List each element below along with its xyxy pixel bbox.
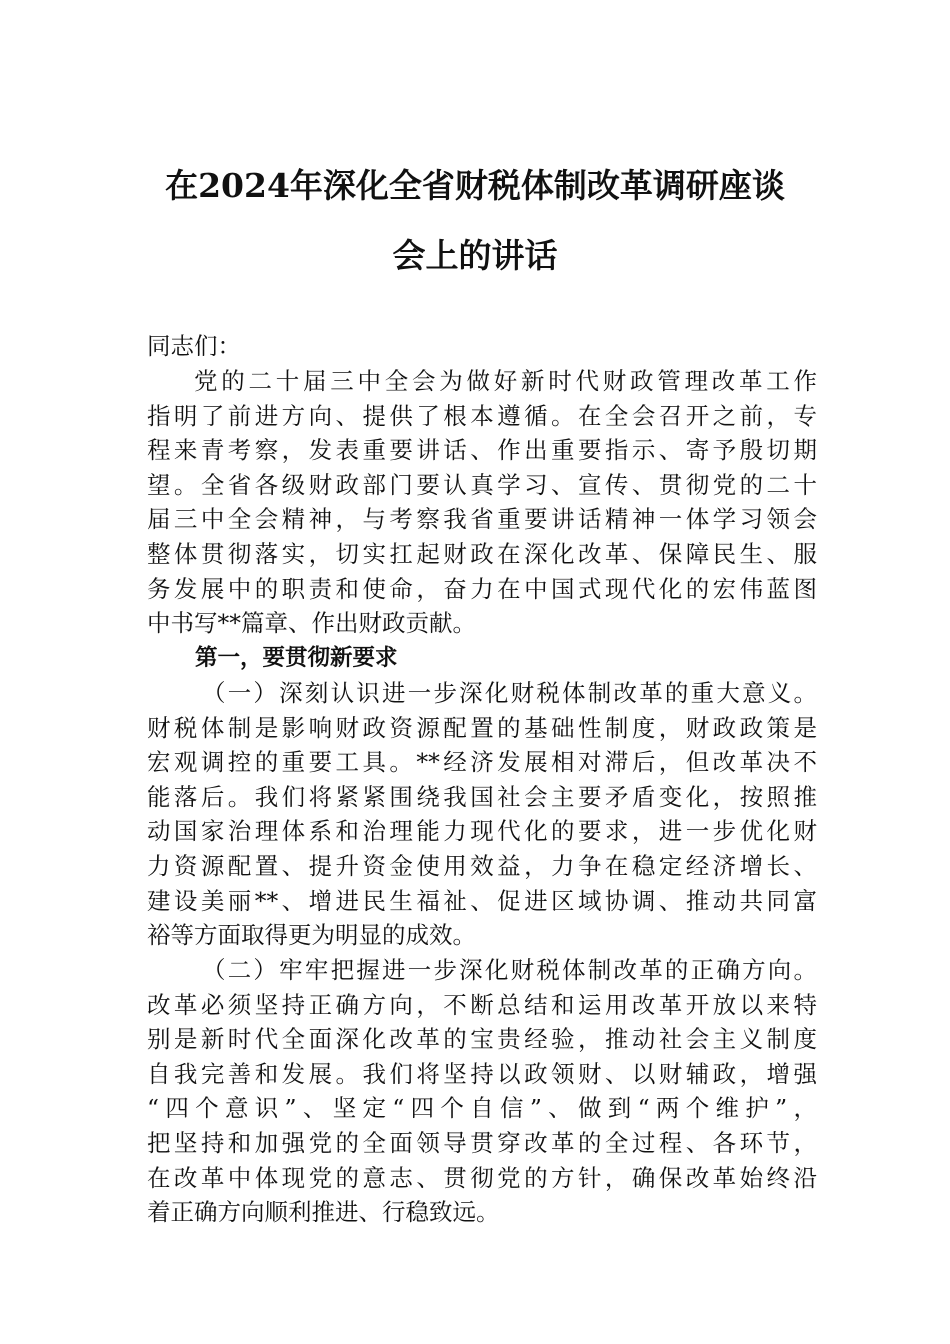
paragraph-2-line: 裕等方面取得更为明显的成效。: [147, 921, 476, 950]
paragraph-1-line: 指明了前进方向、提供了根本遵循。在全会召开之前，专: [147, 401, 817, 430]
paragraph-3-line: 在改革中体现党的意志、贯彻党的方针，确保改革始终沿: [147, 1163, 817, 1192]
paragraph-3-line: “四个意识”、坚定“四个自信”、做到“两个维护”，: [147, 1094, 817, 1123]
paragraph-2-line: 动国家治理体系和治理能力现代化的要求，进一步优化财: [147, 817, 817, 846]
paragraph-2: [147, 676, 817, 953]
document-title-line-2: 会上的讲话: [392, 236, 558, 275]
paragraph-2-line: 财税体制是影响财政资源配置的基础性制度，财政政策是: [147, 713, 817, 742]
paragraph-2-line: 建设美丽**、增进民生福祉、促进区域协调、推动共同富: [147, 886, 817, 915]
paragraph-3-line: 改革必须坚持正确方向，不断总结和运用改革开放以来特: [147, 990, 817, 1019]
paragraph-3-line: 着正确方向顺利推进、行稳致远。: [147, 1198, 500, 1227]
paragraph-1-line: 务发展中的职责和使命，奋力在中国式现代化的宏伟蓝图: [147, 574, 817, 603]
paragraph-2-line: 宏观调控的重要工具。**经济发展相对滞后，但改革决不: [147, 748, 817, 777]
greeting-text: 同志们：: [147, 332, 241, 360]
paragraph-1: [147, 364, 817, 641]
paragraph-3-line: （二）牢牢把握进一步深化财税体制改革的正确方向。: [202, 956, 817, 984]
paragraph-2-line: （一）深刻认识进一步深化财税体制改革的重大意义。: [202, 679, 817, 707]
paragraph-3-line: 别是新时代全面深化改革的宝贵经验，推动社会主义制度: [147, 1025, 817, 1054]
paragraph-1-line: 党的二十届三中全会为做好新时代财政管理改革工作: [194, 367, 817, 395]
document-title-line-1: 在2024年深化全省财税体制改革调研座谈: [165, 166, 785, 205]
paragraph-1-line: 望。全省各级财政部门要认真学习、宣传、贯彻党的二十: [147, 470, 817, 499]
paragraph-1-line: 程来青考察，发表重要讲话、作出重要指示、寄予殷切期: [147, 436, 817, 465]
paragraph-1-line: 整体贯彻落实，切实扛起财政在深化改革、保障民生、服: [147, 539, 817, 568]
paragraph-1-line: 中书写**篇章、作出财政贡献。: [147, 609, 476, 638]
paragraph-3-line: 自我完善和发展。我们将坚持以政领财、以财辅政，增强: [147, 1059, 817, 1088]
paragraph-2-line: 能落后。我们将紧紧围绕我国社会主要矛盾变化，按照推: [147, 782, 817, 811]
section-heading-1: 第一，要贯彻新要求: [195, 645, 398, 671]
paragraph-1-line: 届三中全会精神，与考察我省重要讲话精神一体学习领会: [147, 505, 817, 534]
paragraph-3-line: 把坚持和加强党的全面领导贯穿改革的全过程、各环节，: [147, 1128, 817, 1157]
paragraph-2-line: 力资源配置、提升资金使用效益，力争在稳定经济增长、: [147, 851, 817, 880]
greeting: [147, 329, 817, 364]
paragraph-3: [147, 953, 817, 1230]
